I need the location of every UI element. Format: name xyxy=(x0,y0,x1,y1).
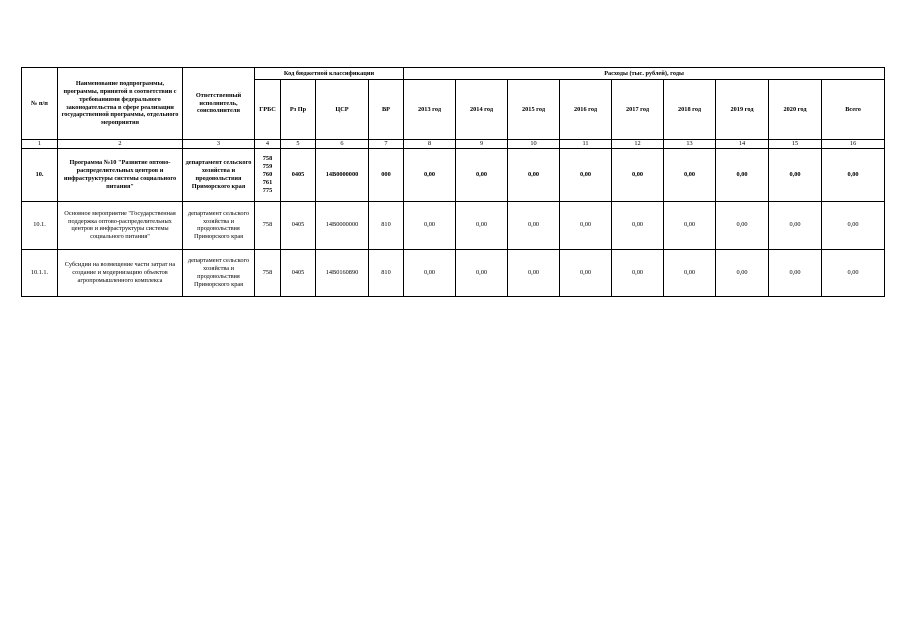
header-year-2014: 2014 год xyxy=(456,80,508,140)
value-2014: 0,00 xyxy=(456,201,508,249)
value-2013: 0,00 xyxy=(404,148,456,201)
col-number: 11 xyxy=(560,140,612,149)
value-2014: 0,00 xyxy=(456,249,508,296)
value-2018: 0,00 xyxy=(664,148,716,201)
row-executor: департамент сельского хозяйства и продовольствия Приморского края xyxy=(183,249,255,296)
value-2016: 0,00 xyxy=(560,249,612,296)
value-2017: 0,00 xyxy=(612,249,664,296)
row-grbs xyxy=(255,148,281,201)
header-total: Всего xyxy=(822,80,885,140)
header-year-2019: 2019 год xyxy=(716,80,769,140)
row-rzpr: 0405 xyxy=(281,201,316,249)
row-num: 10. xyxy=(22,148,58,201)
value-2018: 0,00 xyxy=(664,249,716,296)
value-total: 0,00 xyxy=(822,249,885,296)
header-budget-code-group: Код бюджетной классификации xyxy=(255,68,404,80)
header-grbs: ГРБС xyxy=(255,80,281,140)
value-2016: 0,00 xyxy=(560,148,612,201)
value-2014: 0,00 xyxy=(456,148,508,201)
grbs-code: 761 xyxy=(262,178,273,186)
col-number: 8 xyxy=(404,140,456,149)
col-number: 9 xyxy=(456,140,508,149)
value-2013: 0,00 xyxy=(404,249,456,296)
value-2015: 0,00 xyxy=(508,148,560,201)
row-csr: 14В0000000 xyxy=(316,201,369,249)
budget-table xyxy=(21,67,885,297)
header-row-1 xyxy=(22,68,885,80)
header-year-2020: 2020 год xyxy=(769,80,822,140)
row-csr: 14В0000000 xyxy=(316,148,369,201)
col-number: 4 xyxy=(255,140,281,149)
col-number: 12 xyxy=(612,140,664,149)
value-2016: 0,00 xyxy=(560,201,612,249)
col-number: 14 xyxy=(716,140,769,149)
col-number: 7 xyxy=(369,140,404,149)
header-num: № п/п xyxy=(22,68,58,140)
header-year-2016: 2016 год xyxy=(560,80,612,140)
col-number: 3 xyxy=(183,140,255,149)
row-csr: 14В0160890 xyxy=(316,249,369,296)
col-number: 15 xyxy=(769,140,822,149)
value-2020: 0,00 xyxy=(769,249,822,296)
row-vr: 810 xyxy=(369,249,404,296)
value-2017: 0,00 xyxy=(612,201,664,249)
row-rzpr: 0405 xyxy=(281,148,316,201)
grbs-code: 759 xyxy=(262,163,273,171)
header-year-2017: 2017 год xyxy=(612,80,664,140)
col-number: 2 xyxy=(58,140,183,149)
header-year-2015: 2015 год xyxy=(508,80,560,140)
header-rzpr: Рз Пр xyxy=(281,80,316,140)
header-expenses-group: Расходы (тыс. рублей), годы xyxy=(404,68,885,80)
value-2017: 0,00 xyxy=(612,148,664,201)
table-row-program-10 xyxy=(22,148,885,201)
value-2019: 0,00 xyxy=(716,148,769,201)
row-vr: 810 xyxy=(369,201,404,249)
row-vr: 000 xyxy=(369,148,404,201)
row-rzpr: 0405 xyxy=(281,249,316,296)
value-2020: 0,00 xyxy=(769,148,822,201)
header-vr: ВР xyxy=(369,80,404,140)
table-row-activity-10-1 xyxy=(22,201,885,249)
col-number: 1 xyxy=(22,140,58,149)
col-number: 5 xyxy=(281,140,316,149)
column-number-row xyxy=(22,140,885,149)
row-num: 10.1.1. xyxy=(22,249,58,296)
col-number: 16 xyxy=(822,140,885,149)
header-year-2013: 2013 год xyxy=(404,80,456,140)
value-2018: 0,00 xyxy=(664,201,716,249)
grbs-code: 758 xyxy=(262,155,273,163)
row-grbs: 758 xyxy=(255,201,281,249)
value-2015: 0,00 xyxy=(508,249,560,296)
header-year-2018: 2018 год xyxy=(664,80,716,140)
value-total: 0,00 xyxy=(822,201,885,249)
col-number: 10 xyxy=(508,140,560,149)
row-name: Субсидии на возмещение части затрат на создание и модернизацию объектов агропромышленного комплекса xyxy=(58,249,183,296)
table-row-subsidy-10-1-1 xyxy=(22,249,885,296)
value-2015: 0,00 xyxy=(508,201,560,249)
value-2020: 0,00 xyxy=(769,201,822,249)
col-number: 6 xyxy=(316,140,369,149)
value-2019: 0,00 xyxy=(716,249,769,296)
row-executor: департамент сельского хозяйства и продовольствия Приморского края xyxy=(183,201,255,249)
header-name: Наименование подпрограммы, программы, принятой в соответствии с требованиями федерального законодательства в сфере реализации государственной программы, отдельного мероприятия xyxy=(58,68,183,140)
grbs-code: 760 xyxy=(262,170,273,178)
row-executor: департамент сельского хозяйства и продовольствия Приморского края xyxy=(183,148,255,201)
value-total: 0,00 xyxy=(822,148,885,201)
row-name: Программа №10 "Развитие оптово-распределительных центров и инфраструктуры системы социального питания" xyxy=(58,148,183,201)
grbs-code: 775 xyxy=(262,186,273,194)
row-grbs: 758 xyxy=(255,249,281,296)
col-number: 13 xyxy=(664,140,716,149)
row-num: 10.1. xyxy=(22,201,58,249)
row-name: Основное мероприятие "Государственная поддержка оптово-распределительных центров и инфраструктуры системы социального питания" xyxy=(58,201,183,249)
value-2019: 0,00 xyxy=(716,201,769,249)
value-2013: 0,00 xyxy=(404,201,456,249)
header-csr: ЦСР xyxy=(316,80,369,140)
header-executor: Ответственный исполнитель, соисполнители xyxy=(183,68,255,140)
